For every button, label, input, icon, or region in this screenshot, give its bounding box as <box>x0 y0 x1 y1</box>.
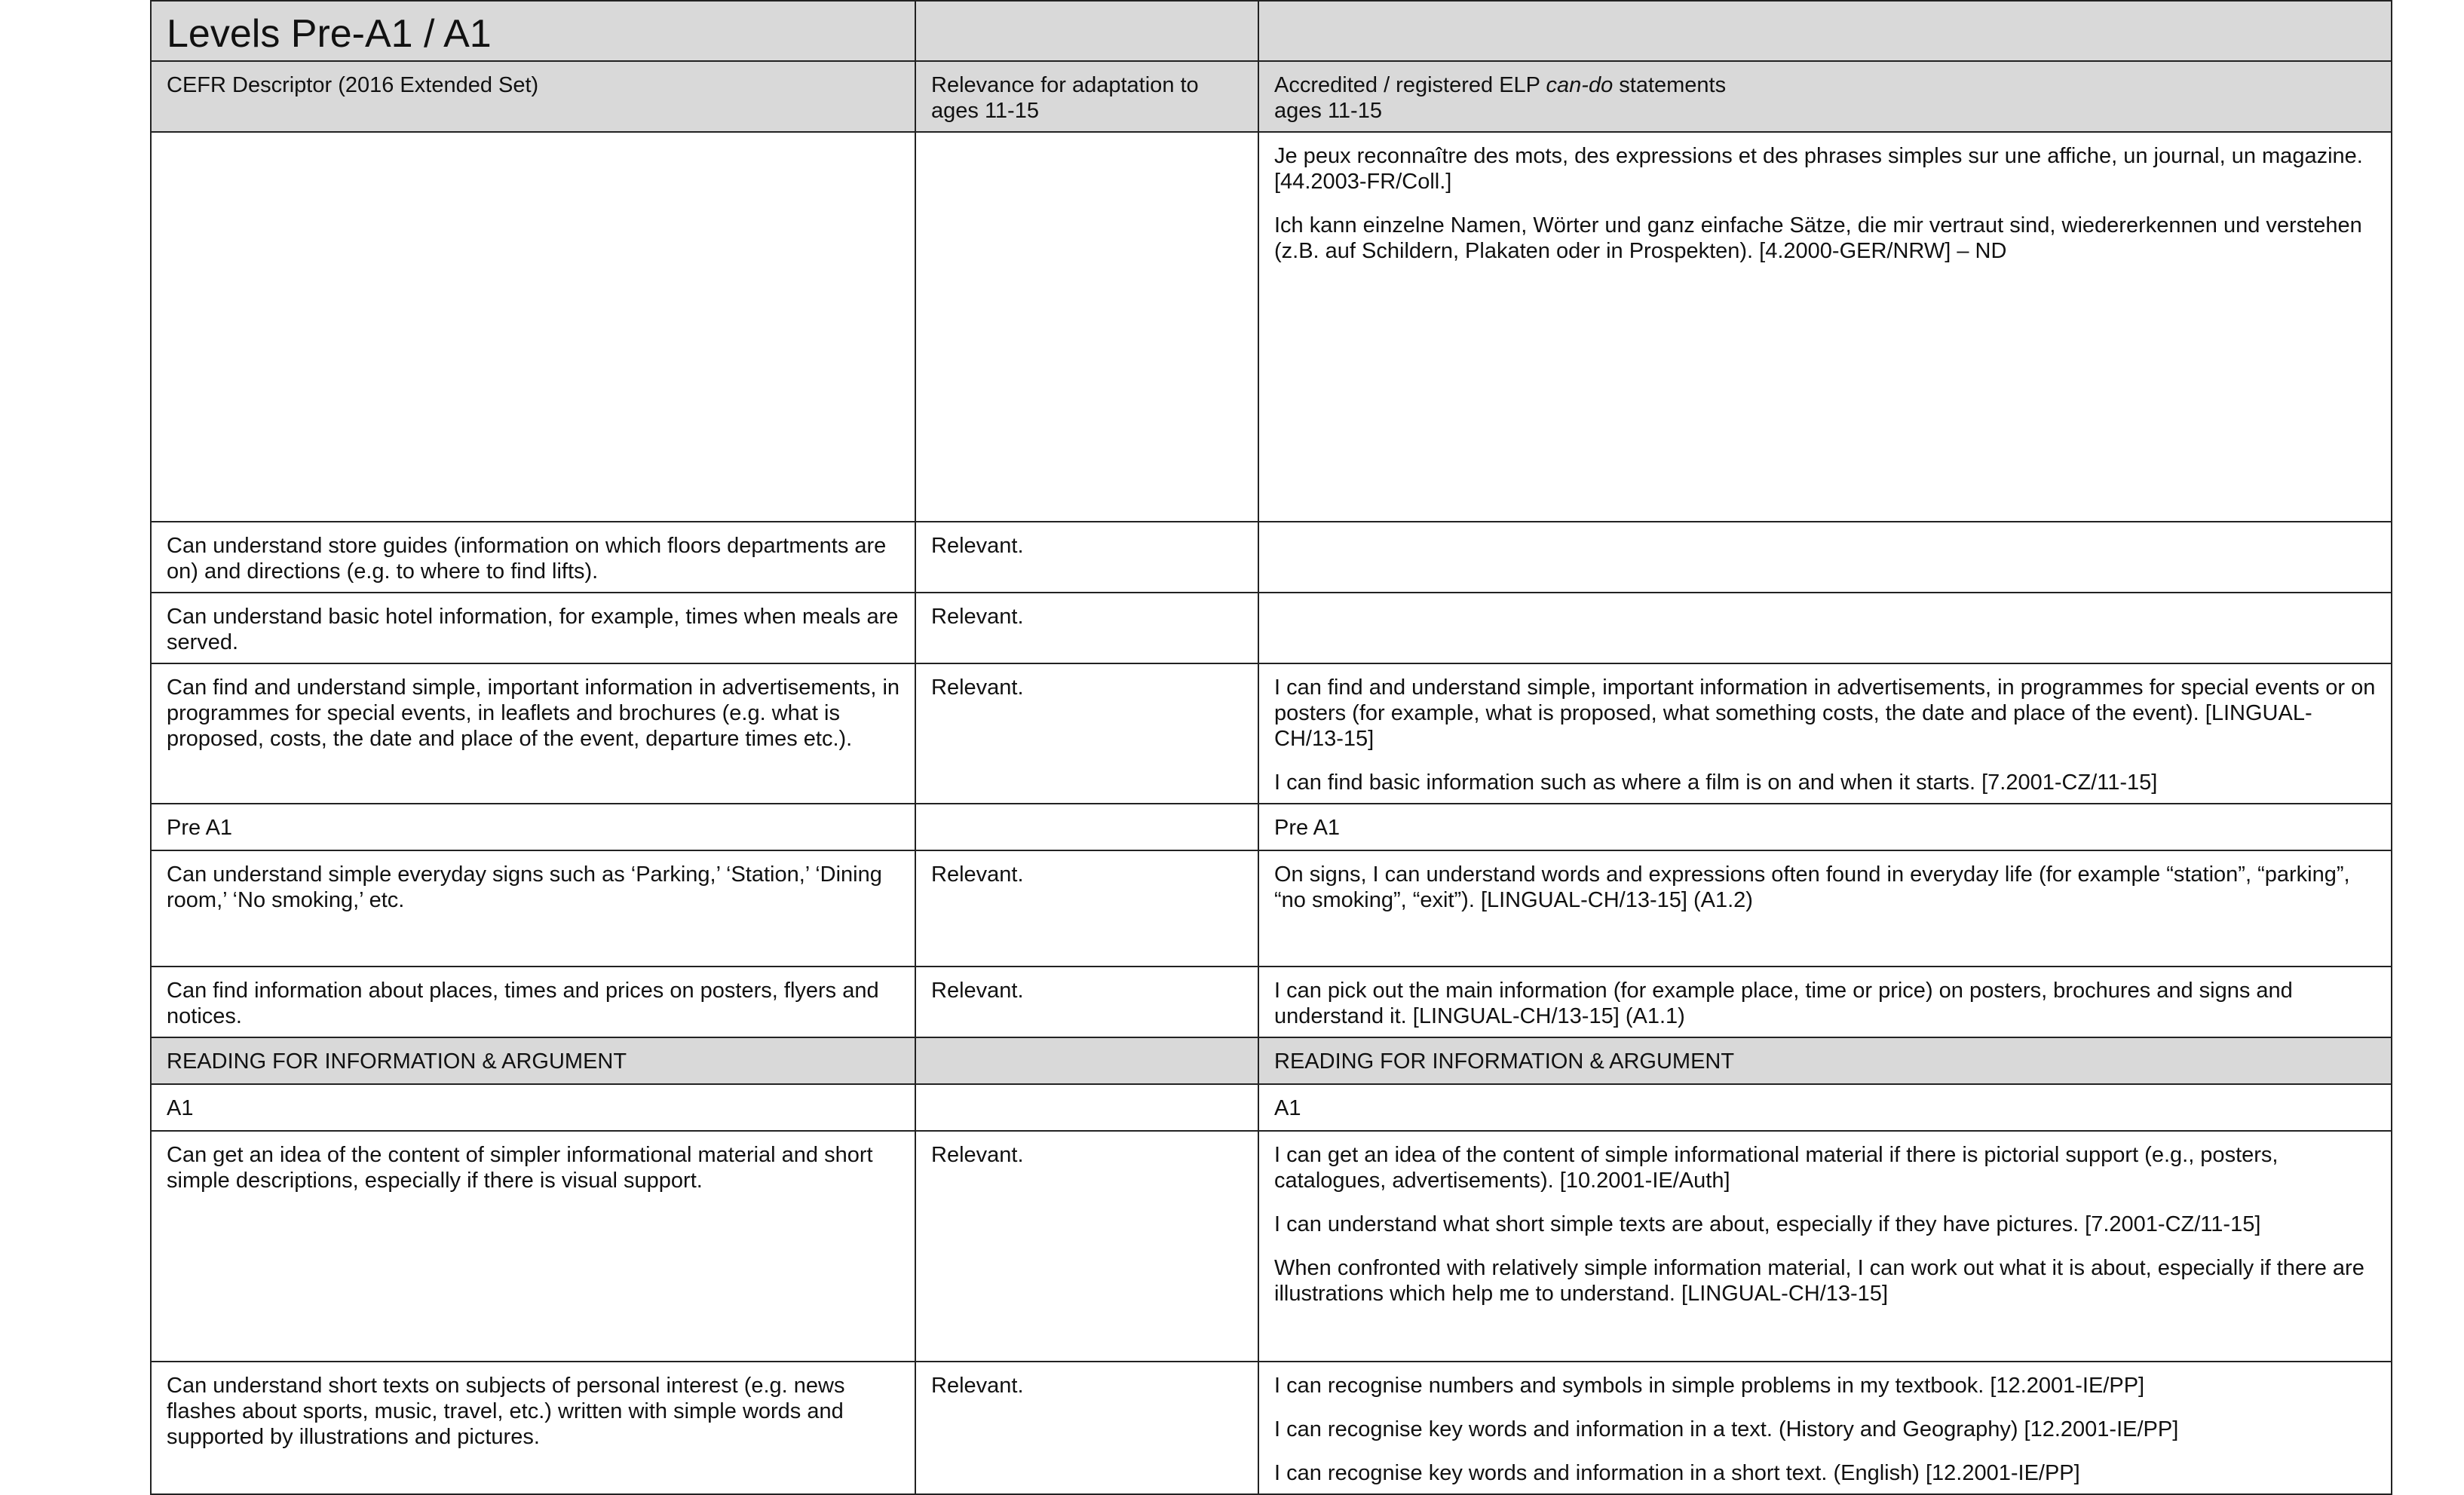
level-empty-cell <box>915 804 1258 850</box>
table-row <box>151 663 2392 804</box>
level-row-pre-a1 <box>151 804 2392 850</box>
page-title: Levels Pre-A1 / A1 <box>167 12 492 56</box>
header-descriptor <box>151 61 915 132</box>
section-title: READING FOR INFORMATION & ARGUMENT <box>1258 1037 2392 1084</box>
level-label: A1 <box>1258 1084 2392 1131</box>
level-empty-cell <box>915 1084 1258 1131</box>
relevance-cell: Relevant. <box>915 850 1258 967</box>
header-elp-prefix: Accredited / registered ELP <box>1274 73 1546 97</box>
level-row-a1 <box>151 1084 2392 1131</box>
level-label: Pre A1 <box>151 804 915 850</box>
section-title: READING FOR INFORMATION & ARGUMENT <box>151 1037 915 1084</box>
header-descriptor-label: CEFR Descriptor (2016 Extended Set) <box>167 73 539 97</box>
header-elp-line2: ages 11-15 <box>1274 99 1382 123</box>
descriptor-cell <box>151 132 915 522</box>
relevance-cell: Relevant. <box>915 522 1258 593</box>
statements-cell <box>1258 1131 2392 1362</box>
elp-statement: When confronted with relatively simple information material, I can work out what it is about, especially if there are illustrations which help me to understand. [LINGUAL-CH/13-15] <box>1274 1256 2364 1306</box>
elp-statement: I can recognise numbers and symbols in simple problems in my textbook. [12.2001-IE/PP] <box>1274 1374 2145 1398</box>
elp-statement: I can recognise key words and information in a short text. (English) [12.2001-IE/PP] <box>1274 1461 2080 1485</box>
table-row <box>151 967 2392 1037</box>
descriptor-cell: Can understand basic hotel information, for example, times when meals are served. <box>151 593 915 663</box>
header-elp <box>1258 61 2392 132</box>
statements-cell <box>1258 1362 2392 1494</box>
relevance-cell: Relevant. <box>915 593 1258 663</box>
descriptor-cell: Can understand simple everyday signs such as ‘Parking,’ ‘Station,’ ‘Dining room,’ ‘No smoking,’ etc. <box>151 850 915 967</box>
elp-statement: I can find basic information such as where a film is on and when it starts. [7.2001-CZ/11-15] <box>1274 770 2158 795</box>
table-row <box>151 1362 2392 1494</box>
descriptor-cell: Can find and understand simple, important information in advertisements, in programmes for special events, in leaflets and brochures (e.g. what is proposed, costs, the date and place of the event, departure times etc.). <box>151 663 915 804</box>
level-label: A1 <box>151 1084 915 1131</box>
descriptor-cell: Can find information about places, times and prices on posters, flyers and notices. <box>151 967 915 1037</box>
descriptor-cell: Can get an idea of the content of simpler informational material and short simple descriptions, especially if there is visual support. <box>151 1131 915 1362</box>
elp-statement: I can pick out the main information (for example place, time or price) on posters, brochures and signs and understand it. [LINGUAL-CH/13-15] (A1.1) <box>1274 979 2293 1028</box>
elp-statement: I can get an idea of the content of simple informational material if there is pictorial support (e.g., posters, catalogues, advertisements). [10.2001-IE/Auth] <box>1274 1143 2279 1193</box>
table-row <box>151 1131 2392 1362</box>
relevance-cell: Relevant. <box>915 663 1258 804</box>
title-cell <box>151 1 915 61</box>
table-title-row <box>151 1 2392 61</box>
statements-cell <box>1258 967 2392 1037</box>
elp-statement: I can find and understand simple, important information in advertisements, in programmes for special events or on posters (for example, what is proposed, what something costs, the date and place of the event). [LINGUAL-CH/13-15] <box>1274 676 2376 751</box>
elp-statement: I can understand what short simple texts are about, especially if they have pictures. [7.2001-CZ/11-15] <box>1274 1212 2261 1236</box>
statements-cell <box>1258 850 2392 967</box>
header-elp-italic: can-do <box>1546 73 1614 97</box>
table-row <box>151 593 2392 663</box>
relevance-cell <box>915 132 1258 522</box>
table-row <box>151 522 2392 593</box>
table-row <box>151 850 2392 967</box>
header-relevance-line1: Relevance for adaptation to <box>931 73 1199 97</box>
header-elp-suffix: statements <box>1613 73 1727 97</box>
elp-statement: Je peux reconnaître des mots, des expressions et des phrases simples sur une affiche, un journal, un magazine. [44.2003-FR/Coll.] <box>1274 144 2363 194</box>
statements-cell <box>1258 522 2392 593</box>
section-header-row <box>151 1037 2392 1084</box>
title-empty-cell <box>1258 1 2392 61</box>
elp-statement: Ich kann einzelne Namen, Wörter und ganz einfache Sätze, die mir vertraut sind, wiedererkennen und verstehen (z.B. auf Schildern, Plakaten oder in Prospekten). [4.2000-GER/NRW] – ND <box>1274 213 2362 263</box>
cefr-descriptor-table <box>150 0 2392 1495</box>
statements-cell <box>1258 663 2392 804</box>
table-header-row <box>151 61 2392 132</box>
section-empty-cell <box>915 1037 1258 1084</box>
descriptor-cell: Can understand short texts on subjects of personal interest (e.g. news flashes about sports, music, travel, etc.) written with simple words and supported by illustrations and pictures. <box>151 1362 915 1494</box>
elp-statement: I can recognise key words and information in a text. (History and Geography) [12.2001-IE/PP] <box>1274 1417 2179 1441</box>
relevance-cell: Relevant. <box>915 1362 1258 1494</box>
descriptor-cell: Can understand store guides (information on which floors departments are on) and directions (e.g. to where to find lifts). <box>151 522 915 593</box>
table-row <box>151 132 2392 522</box>
title-empty-cell <box>915 1 1258 61</box>
header-relevance <box>915 61 1258 132</box>
relevance-cell: Relevant. <box>915 1131 1258 1362</box>
statements-cell <box>1258 132 2392 522</box>
elp-statement: On signs, I can understand words and expressions often found in everyday life (for example “station”, “parking”, “no smoking”, “exit”). [LINGUAL-CH/13-15] (A1.2) <box>1274 862 2350 912</box>
level-label: Pre A1 <box>1258 804 2392 850</box>
header-relevance-line2: ages 11-15 <box>931 99 1039 123</box>
statements-cell <box>1258 593 2392 663</box>
relevance-cell: Relevant. <box>915 967 1258 1037</box>
